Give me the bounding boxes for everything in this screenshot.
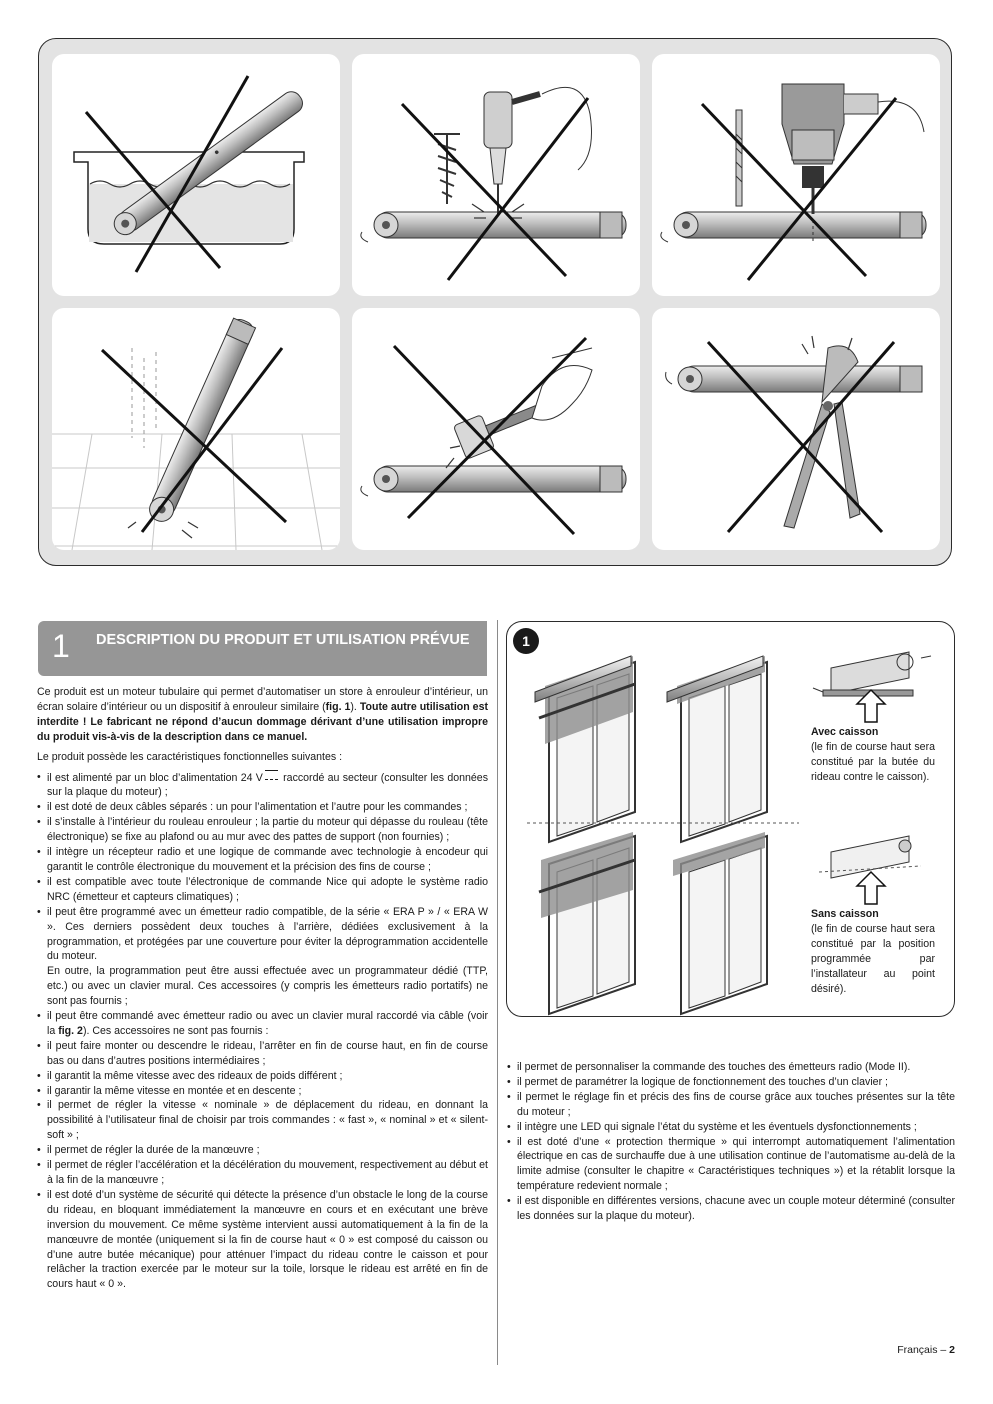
list-item-subparagraph: En outre, la programmation peut être aussi effectuée avec un programmateur dédié (TTP, etc.) ou avec un clavier mural. Ces accessoires (y compris les émetteurs radio portatifs) ne sont pas fournis ; (47, 965, 488, 1008)
screwdriver-into-motor-icon (352, 54, 640, 296)
intro-paragraph (37, 685, 488, 745)
box-detail-icon (813, 652, 931, 722)
figure-number-badge: 1 (513, 628, 539, 654)
list-item-text: il peut être commandé avec émetteur radio ou avec un clavier mural raccordé via câble (voir la (47, 1010, 488, 1037)
list-item: • il permet de paramétrer la logique de fonctionnement des touches d’un clavier ; (507, 1075, 955, 1090)
list-item-text: raccordé au secteur (consulter les données sur la plaque du moteur) ; (47, 771, 488, 799)
no-box-detail-icon (819, 836, 921, 904)
intro-text: Ce produit est un moteur tubulaire qui permet d’automatiser un store à enrouleur d’intérieur, un écran solaire d’intérieur ou un dispositif à enrouleur similaire ( (37, 686, 488, 713)
list-item: • il peut faire monter ou descendre le rideau, l’arrêter en fin de course haut, en fin de course bas ou dans d’autres positions intermédiaires ; (37, 1039, 488, 1069)
window-without-box-2 (673, 832, 767, 1014)
features-list-continued (507, 1060, 955, 1224)
pliers-on-motor-icon (652, 308, 940, 550)
warning-no-screw-illustration (352, 54, 640, 296)
list-item-text: il peut être programmé avec un émetteur radio compatible, de la série « ERA P » / « ERA W ». Ces derniers possèdent deux touches à l’arrière, dédiées exclusivement à la programmation, et protégées par une couverture pour éviter la déprogrammation accidentelle du moteur. (47, 905, 488, 963)
list-item: • il s’installe à l’intérieur du rouleau enrouleur ; la partie du moteur qui dépasse du rouleau (tête électronique) se fixe au plafond ou au mur avec des pattes de support (non fournies) ; (37, 815, 488, 845)
column-divider (497, 620, 498, 1365)
usage-warning: Toute autre utilisation est interdite ! Le fabricant ne répond d’aucun dommage dérivant d’une utilisation impropre du produit vis-à-vis de la description dans ce manuel. (37, 700, 488, 743)
intro-text-end: ). (350, 700, 360, 713)
list-item-text: il est alimenté par un bloc d’alimentation 24 V (47, 771, 263, 784)
warnings-panel (38, 38, 952, 566)
section-title: DESCRIPTION DU PRODUIT ET UTILISATION PRÉVUE (96, 632, 470, 648)
fig1-reference: fig. 1 (325, 700, 351, 713)
page-footer (897, 1344, 955, 1356)
warning-no-drill-illustration (652, 54, 940, 296)
window-without-box-1 (539, 832, 635, 1014)
warning-no-pliers-illustration (652, 308, 940, 550)
caption-without-box (811, 907, 935, 996)
list-item-text: ). Ces accessoires ne sont pas fournis : (82, 1024, 269, 1037)
figure-1 (506, 621, 955, 1017)
hammer-on-motor-icon (352, 308, 640, 550)
list-item (37, 770, 488, 801)
list-item: • il garantir la même vitesse en montée et en descente ; (37, 1084, 488, 1099)
list-item: • il permet de personnaliser la commande des touches des émetteurs radio (Mode II). (507, 1060, 955, 1075)
list-item: • il intègre un récepteur radio et une logique de commande avec technologie à encodeur qui garantit le contrôle électronique du mouvement et la précision des fins de course ; (37, 845, 488, 875)
page-number: 2 (949, 1344, 955, 1356)
warning-no-water-illustration (52, 54, 340, 296)
warning-no-hammer-illustration (352, 308, 640, 550)
list-item: • il permet le réglage fin et précis des fins de course grâce aux touches présentes sur la tête du moteur ; (507, 1090, 955, 1120)
list-item: • il intègre une LED qui signale l’état du système et les éventuels dysfonctionnements ; (507, 1120, 955, 1135)
motor-in-water-icon (52, 54, 340, 296)
list-item: • il permet de régler la durée de la manœuvre ; (37, 1143, 488, 1158)
drill-into-motor-icon (652, 54, 940, 296)
list-item: • il garantit la même vitesse avec des rideaux de poids différent ; (37, 1069, 488, 1084)
list-item: • il permet de régler l’accélération et la décélération du mouvement, respectivement au début et à la fin de la manœuvre ; (37, 1158, 488, 1188)
dc-symbol-icon (265, 770, 278, 780)
right-column-text (507, 1060, 955, 1224)
footer-language: Français – (897, 1344, 950, 1356)
list-item: • il est disponible en différentes versions, chacune avec un couple moteur déterminé (consulter les données sur la plaque du moteur). (507, 1194, 955, 1224)
warning-no-drop-illustration (52, 308, 340, 550)
list-item: • il est doté d’un système de sécurité qui détecte la présence d’un obstacle le long de la course du rideau, en bloquant immédiatement la manœuvre en cours et en exécutant une brève inversion du mouvement. Ce même système intervient aussi automatiquement à la fin de la manœuvre de montée (uniquement si la fin de course haut « 0 » est composé du caisson ou d’une autre butée mécanique) pour atténuer l’impact du rideau contre le caisson et pour relâcher la traction exercée par le moteur sur la toile, lorsque le rideau est arrêté en fin de cours haut « 0 ». (37, 1188, 488, 1292)
caption-title: Sans caisson (811, 908, 879, 920)
features-list (37, 770, 488, 1293)
list-item: • il est compatible avec toute l’électronique de commande Nice qui adopte le système radio NRC (émetteur et capteurs climatiques) ; (37, 875, 488, 905)
section-number: 1 (52, 628, 70, 664)
list-item (37, 1009, 488, 1039)
window-with-box-1 (535, 656, 635, 842)
section-header (38, 621, 487, 676)
features-intro: Le produit possède les caractéristiques fonctionnelles suivantes : (37, 750, 343, 763)
fig2-reference: fig. 2 (58, 1024, 83, 1037)
list-item: • il permet de régler la vitesse « nominale » de déplacement du rideau, en donnant la possibilité à l’utilisateur final de choisir par trois commandes : « fast », « nominal » et « silent-soft » ; (37, 1098, 488, 1143)
caption-text: (le fin de course haut sera constitué par la butée du rideau contre le caisson). (811, 740, 935, 783)
left-column-text (37, 685, 488, 1292)
caption-title: Avec caisson (811, 726, 879, 738)
list-item: • il est doté d’une « protection thermique » qui interrompt automatiquement l’alimentation électrique en cas de surchauffe due à une utilisation continue de l’automatisme au-delà de la limite admise (consulter le chapitre « Caractéristiques techniques ») et la rétablit lorsque la température redevient normale ; (507, 1135, 955, 1195)
list-item (37, 905, 488, 1009)
dropped-motor-icon (52, 308, 340, 550)
window-with-box-2 (667, 656, 767, 842)
list-item: • il est doté de deux câbles séparés : un pour l’alimentation et l’autre pour les commandes ; (37, 800, 488, 815)
caption-text: (le fin de course haut sera constitué par la position programmée par l’installateur au point désiré). (811, 922, 935, 995)
caption-with-box (811, 725, 935, 785)
